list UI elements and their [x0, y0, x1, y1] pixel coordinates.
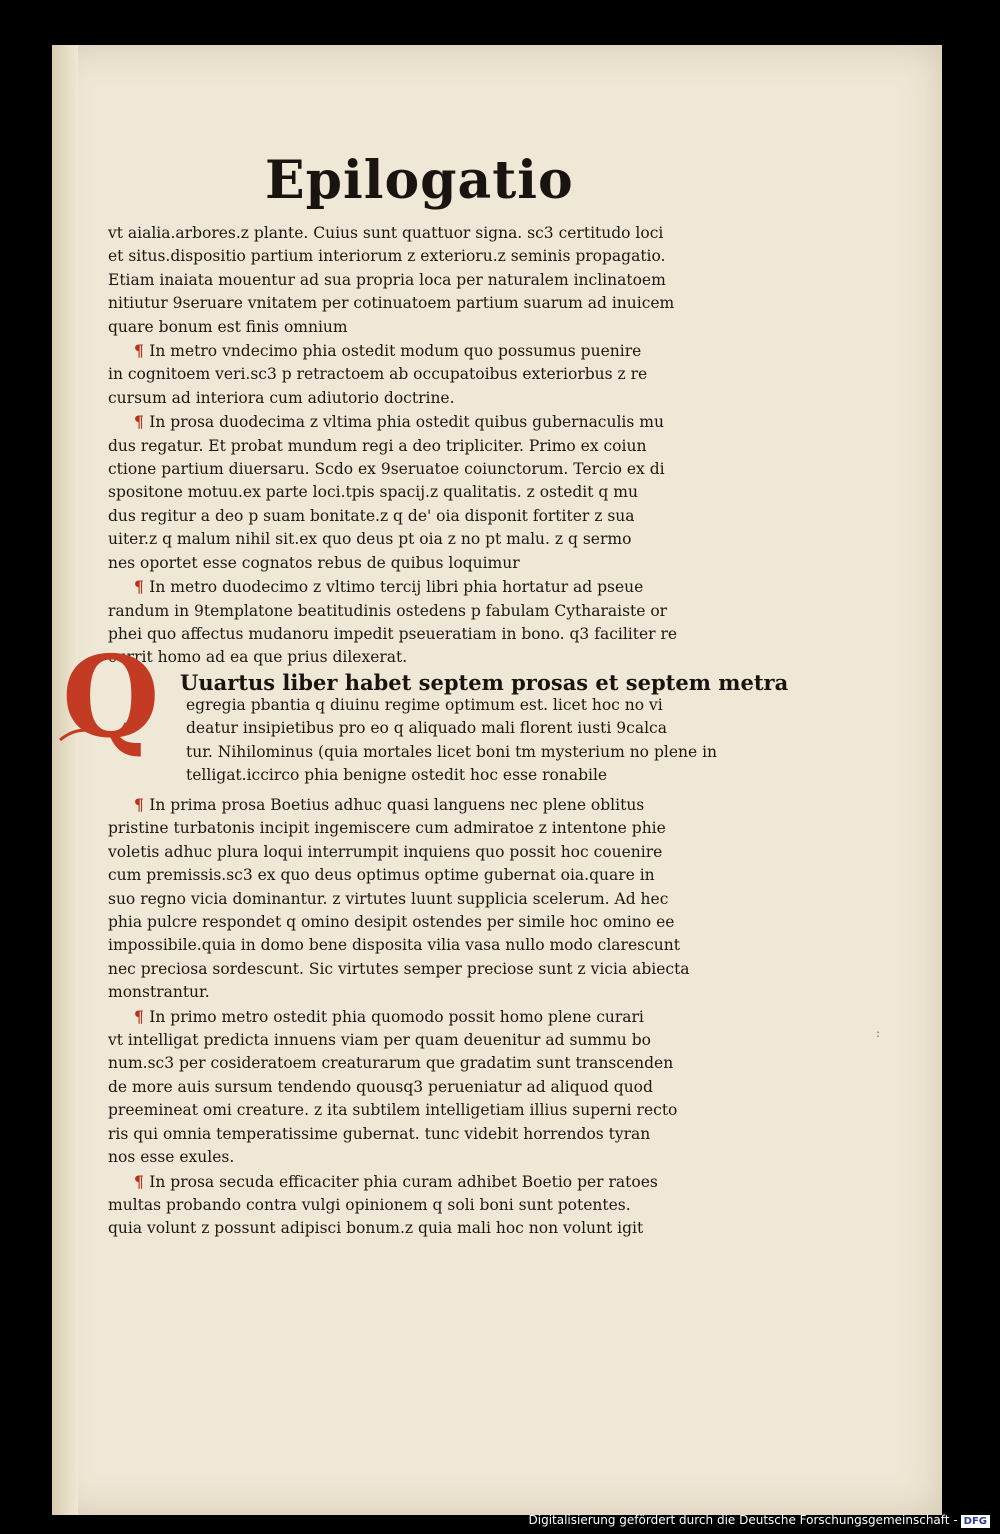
page-gutter: [52, 45, 78, 1515]
text-line: suo regno vicia dominantur. z virtutes luunt supplicia scelerum. Ad hec: [108, 889, 669, 908]
initial-flourish: [58, 715, 128, 745]
text-line: deatur insipietibus pro eo q aliquado mali florent iusti 9calca: [186, 719, 667, 738]
text-line: egregia pbantia q diuinu regime optimum est. licet hoc no vi: [186, 696, 663, 714]
text-line: Etiam inaiata mouentur ad sua propria loca per naturalem inclinatoem: [108, 270, 666, 289]
text-block-2: [186, 694, 738, 788]
text-line: preemineat omi creature. z ita subtilem intelligetiam illius superni recto: [108, 1101, 678, 1120]
text-line: quare bonum est finis omnium: [108, 317, 348, 336]
digitization-credit: [529, 1513, 991, 1528]
text-line: et situs.dispositio partium interiorum z exterioru.z seminis propagatio.: [108, 247, 666, 266]
text-line: spositone motuu.ex parte loci.tpis spacij.z qualitatis. z ostedit q mu: [108, 483, 638, 502]
dfg-logo: DFG: [961, 1515, 990, 1528]
text-line: ctione partium diuersaru. Scdo ex 9seruatoe coiunctorum. Tercio ex di: [108, 460, 665, 479]
text-line: ¶ In metro duodecimo z vltimo tercij libri phia hortatur ad pseue: [134, 577, 644, 597]
page-heading: Epilogatio: [265, 150, 574, 211]
text-line: currit homo ad ea que prius dilexerat.: [108, 648, 408, 667]
text-line: dus regitur a deo p suam bonitate.z q de' oia disponit fortiter z sua: [108, 506, 635, 525]
pilcrow-rubric: ¶: [134, 341, 150, 361]
text-line: cursum ad interiora cum adiutorio doctrine.: [108, 388, 455, 407]
pilcrow-rubric: ¶: [134, 1171, 150, 1191]
pilcrow-rubric: ¶: [134, 412, 150, 432]
text-block-3: [108, 793, 738, 1241]
text-line: telligat.iccirco phia benigne ostedit hoc esse ronabile: [186, 766, 608, 785]
text-line: phia pulcre respondet q omino desipit ostendes per simile hoc omino ee: [108, 913, 675, 932]
pilcrow-rubric: ¶: [134, 1006, 150, 1026]
text-line: in cognitoem veri.sc3 p retractoem ab occupatoibus exteriorbus z re: [108, 365, 648, 384]
text-line: vt aialia.arbores.z plante. Cuius sunt quattuor signa. sc3 certitudo loci: [108, 224, 664, 242]
text-line: cum premissis.sc3 ex quo deus optimus optime gubernat oia.quare in: [108, 866, 655, 885]
text-line: ¶ In prima prosa Boetius adhuc quasi languens nec plene oblitus: [134, 795, 645, 814]
text-line: randum in 9templatone beatitudinis ostedens p fabulam Cytharaiste or: [108, 601, 668, 620]
pilcrow-rubric: ¶: [134, 577, 150, 597]
text-line: impossibile.quia in domo bene disposita vilia vasa nullo modo clarescunt: [108, 936, 680, 955]
text-line: nos esse exules.: [108, 1148, 235, 1167]
text-line: tur. Nihilominus (quia mortales licet boni tm mysterium no plene in: [186, 742, 718, 761]
text-line: uiter.z q malum nihil sit.ex quo deus pt oia z no pt malu. z q sermo: [108, 530, 632, 549]
text-line: ¶ In prosa duodecima z vltima phia ostedit quibus gubernaculis mu: [134, 412, 664, 432]
text-line: pristine turbatonis incipit ingemiscere cum admiratoe z intentone phie: [108, 819, 666, 838]
text-line: phei quo affectus mudanoru impedit pseueratiam in bono. q3 faciliter re: [108, 624, 678, 643]
text-line: ¶ In primo metro ostedit phia quomodo possit homo plene curari: [134, 1006, 644, 1026]
margin-mark: :: [876, 1026, 881, 1040]
text-line: nitiutur 9seruare vnitatem per cotinuatoem partium suarum ad inuicem: [108, 294, 675, 313]
initial-letter: Q: [62, 632, 160, 763]
text-line: de more auis sursum tendendo quousq3 perueniatur ad aliquod quod: [108, 1077, 653, 1096]
text-line: multas probando contra vulgi opinionem q soli boni sunt potentes.: [108, 1195, 631, 1214]
text-line: vt intelligat predicta innuens viam per quam deuenitur ad summu bo: [108, 1031, 651, 1050]
text-line: voletis adhuc plura loqui interrumpit inquiens quo possit hoc couenire: [108, 842, 663, 861]
pilcrow-rubric: ¶: [134, 795, 150, 814]
text-line: nec preciosa sordescunt. Sic virtutes semper preciose sunt z vicia abiecta: [108, 959, 690, 978]
text-line: quia volunt z possunt adipisci bonum.z quia mali hoc non volunt igit: [108, 1219, 644, 1238]
credit-text: Digitalisierung gefördert durch die Deutsche Forschungsgemeinschaft -: [528, 1513, 958, 1527]
text-line: dus regatur. Et probat mundum regi a deo tripliciter. Primo ex coiun: [108, 436, 647, 455]
text-line: monstrantur.: [108, 983, 210, 1002]
section-title: Uuartus liber habet septem prosas et septem metra: [180, 670, 789, 695]
text-line: num.sc3 per cosideratoem creaturarum que gradatim sunt transcenden: [108, 1054, 674, 1073]
text-line: nes oportet esse cognatos rebus de quibus loquimur: [108, 553, 520, 572]
text-line: ¶ In metro vndecimo phia ostedit modum quo possumus puenire: [134, 341, 642, 361]
text-line: ris qui omnia temperatissime gubernat. tunc videbit horrendos tyran: [108, 1124, 651, 1143]
text-block-1: [108, 222, 738, 670]
text-line: ¶ In prosa secuda efficaciter phia curam adhibet Boetio per ratoes: [134, 1171, 658, 1191]
